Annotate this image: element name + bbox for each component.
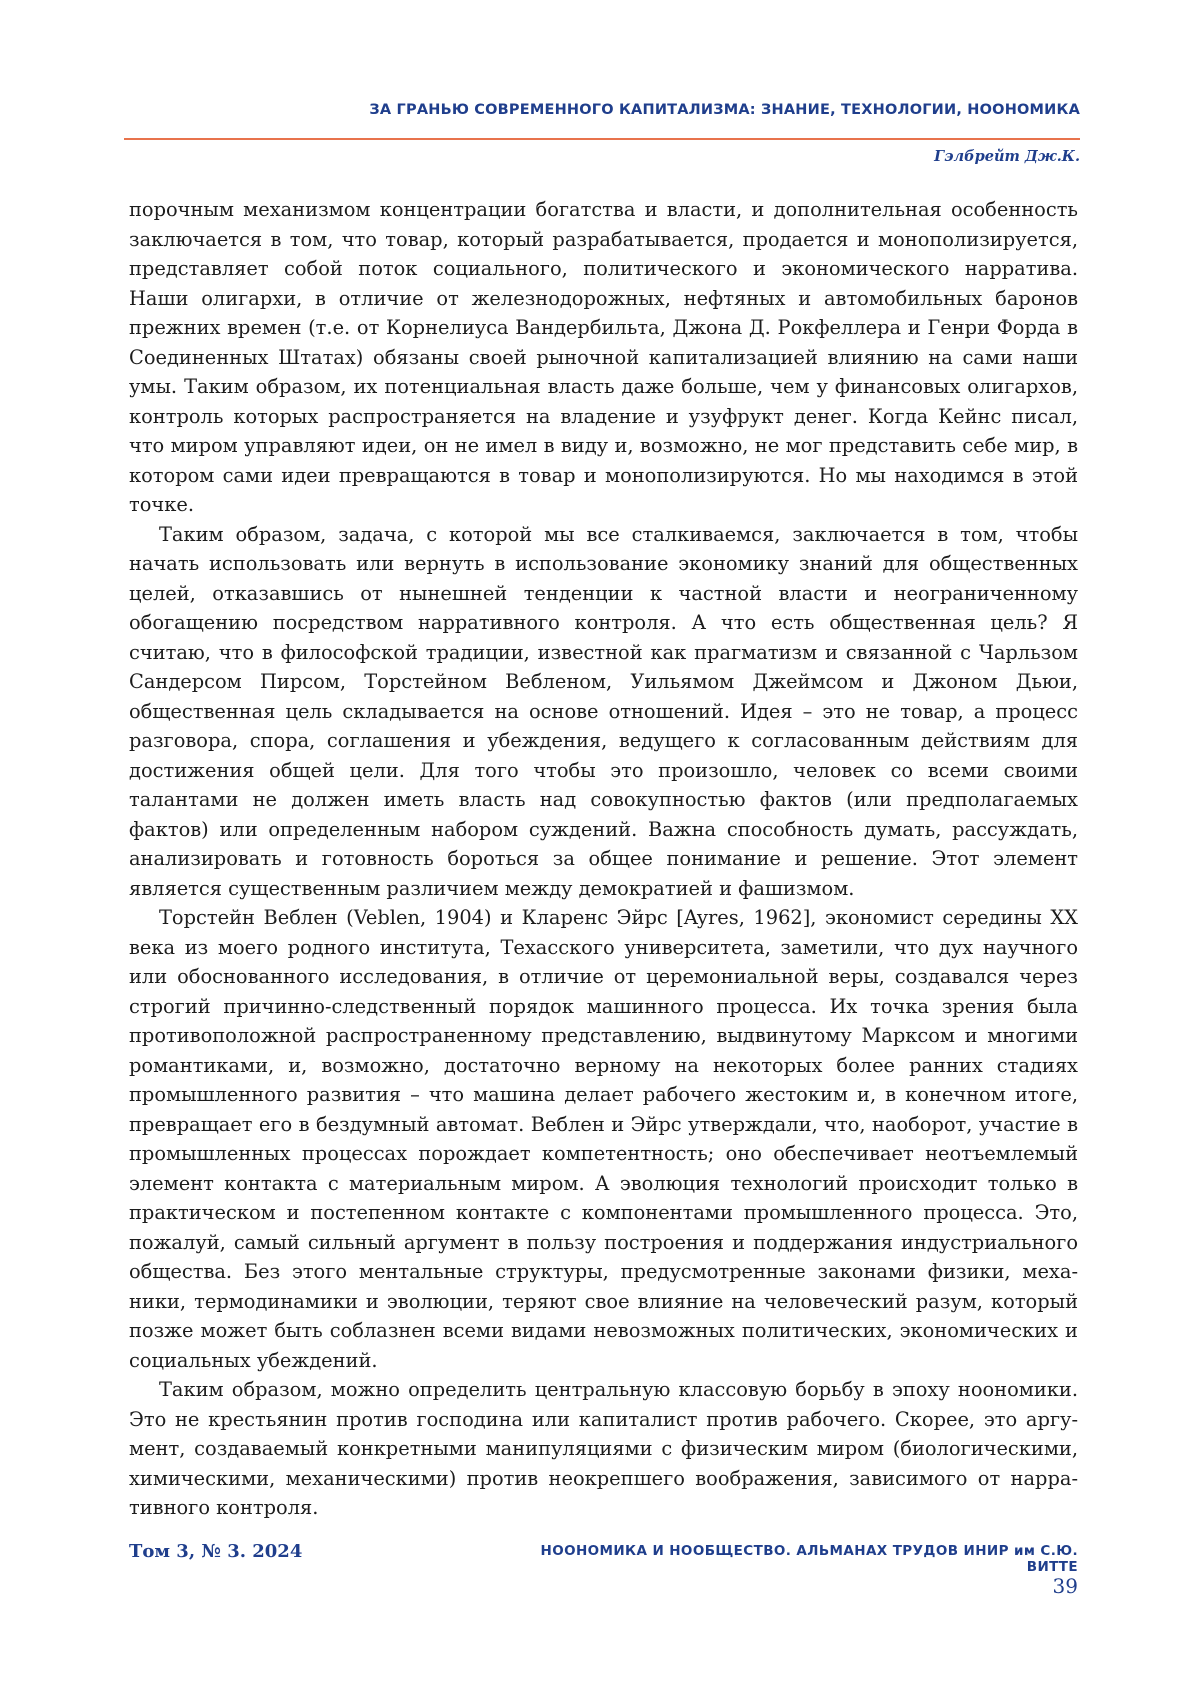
paragraph-2: Таким образом, задача, с которой мы все сталкиваемся, заключается в том, чтобы начать использовать или вернуть в использование экономику знаний для общественных целей, отказавшись от нынешней тенденции к частной власти и неограниченному обогащению посредством нарративного контроля. А что есть общественная цель? Я считаю, что в философской традиции, известной как прагматизм и связанной с Чарльзом Сандерсом Пирсом, Торстейном Вебленом, Уильямом Джеймсом и Джоном Дьюи, общественная цель складывается на основе отношений. Идея – это не товар, а процесс разговора, спора, соглашения и убеждения, ведущего к согласованным действиям для достижения общей цели. Для того чтобы это произошло, человек со всеми своими талантами не должен иметь власть над совокупностью фактов (или предполагаемых фактов) или определенным набором суждений. Важна способность думать, рассуждать, анализировать и готовность бороться за общее понимание и решение. Этот элемент является существенным различием между демократией и фашизмом. [129,522,1078,900]
running-header-title: ЗА ГРАНЬЮ СОВРЕМЕННОГО КАПИТАЛИЗМА: ЗНАНИЕ, ТЕХНОЛОГИИ, НООНОМИКА [369,102,1080,118]
paragraph-3: Торстейн Веблен (Veblen, 1904) и Кларенс Эйрс [Ayres, 1962], экономист середины XX века из моего родного института, Техасского университета, заметили, что дух научного или обоснованного исследования, в отличие от церемониальной веры, создавался через строгий причинно-следственный порядок машинного процесса. Их точка зрения была противоположной распространенному представлению, выдвинутому Марксом и многими романтиками, и, возможно, достаточно верному на некоторых более ранних стадиях промышленного развития – что машина делает рабочего жестоким и, в конечном итоге, превращает его в бездумный автомат. Веблен и Эйрс утверждали, что, наоборот, участие в промышленных процессах порождает компетентность; оно обеспечивает неотъемлемый элемент контакта с материальным миром. А эволюция технологий происходит только в практическом и постепенном контакте с компонентами промышленного процесса. Это, пожалуй, самый сильный аргумент в пользу построения и поддержания индустриального общества. Без этого ментальные структуры, предусмотренные законами физики, механики, термодинамики и эволюции, теряют свое влияние на человеческий разум, который позже может быть соблазнен всеми видами невозможных политических, экономических и социальных убеждений. [129,906,1078,1372]
running-header-author: Гэлбрейт Дж.К. [934,148,1080,165]
header-divider [124,138,1080,140]
footer-volume: Том 3, № 3. 2024 [129,1541,303,1562]
footer-journal-title: НООНОМИКА И НООБЩЕСТВО. АЛЬМАНАХ ТРУДОВ ИНИР им С.Ю. ВИТТЕ [540,1543,1078,1575]
paragraph-4: Таким образом, можно определить центральную классовую борьбу в эпоху ноономики. Это не крестьянин против господина или капиталист против рабочего. Скорее, это аргумент, создаваемый конкретными манипуляциями с физическим миром (биологическими, химическими, механическими) против неокрепшего воображения, зависимого от нарративного контроля. [129,1378,1078,1519]
paragraph-1: порочным механизмом концентрации богатства и власти, и дополнительная особенность заключается в том, что товар, который разрабатывается, продается и монополизируется, представляет собой поток социального, политического и экономического нарратива. Наши олигархи, в отличие от железнодорожных, нефтяных и автомобильных баронов прежних времен (т.е. от Корнелиуса Вандербильта, Джона Д. Рокфеллера и Генри Форда в Соединенных Штатах) обязаны своей рыночной капитализацией влиянию на сами наши умы. Таким образом, их потенциальная власть даже больше, чем у финансовых олигархов, контроль которых распространяется на владение и узуфрукт денег. Когда Кейнс писал, что миром управляют идеи, он не имел в виду и, возможно, не мог представить себе мир, в котором сами идеи превращаются в товар и монополизируются. Но мы находимся в этой точке. [129,198,1078,516]
article-body [129,195,1078,1523]
page-number: 39 [1052,1574,1078,1598]
